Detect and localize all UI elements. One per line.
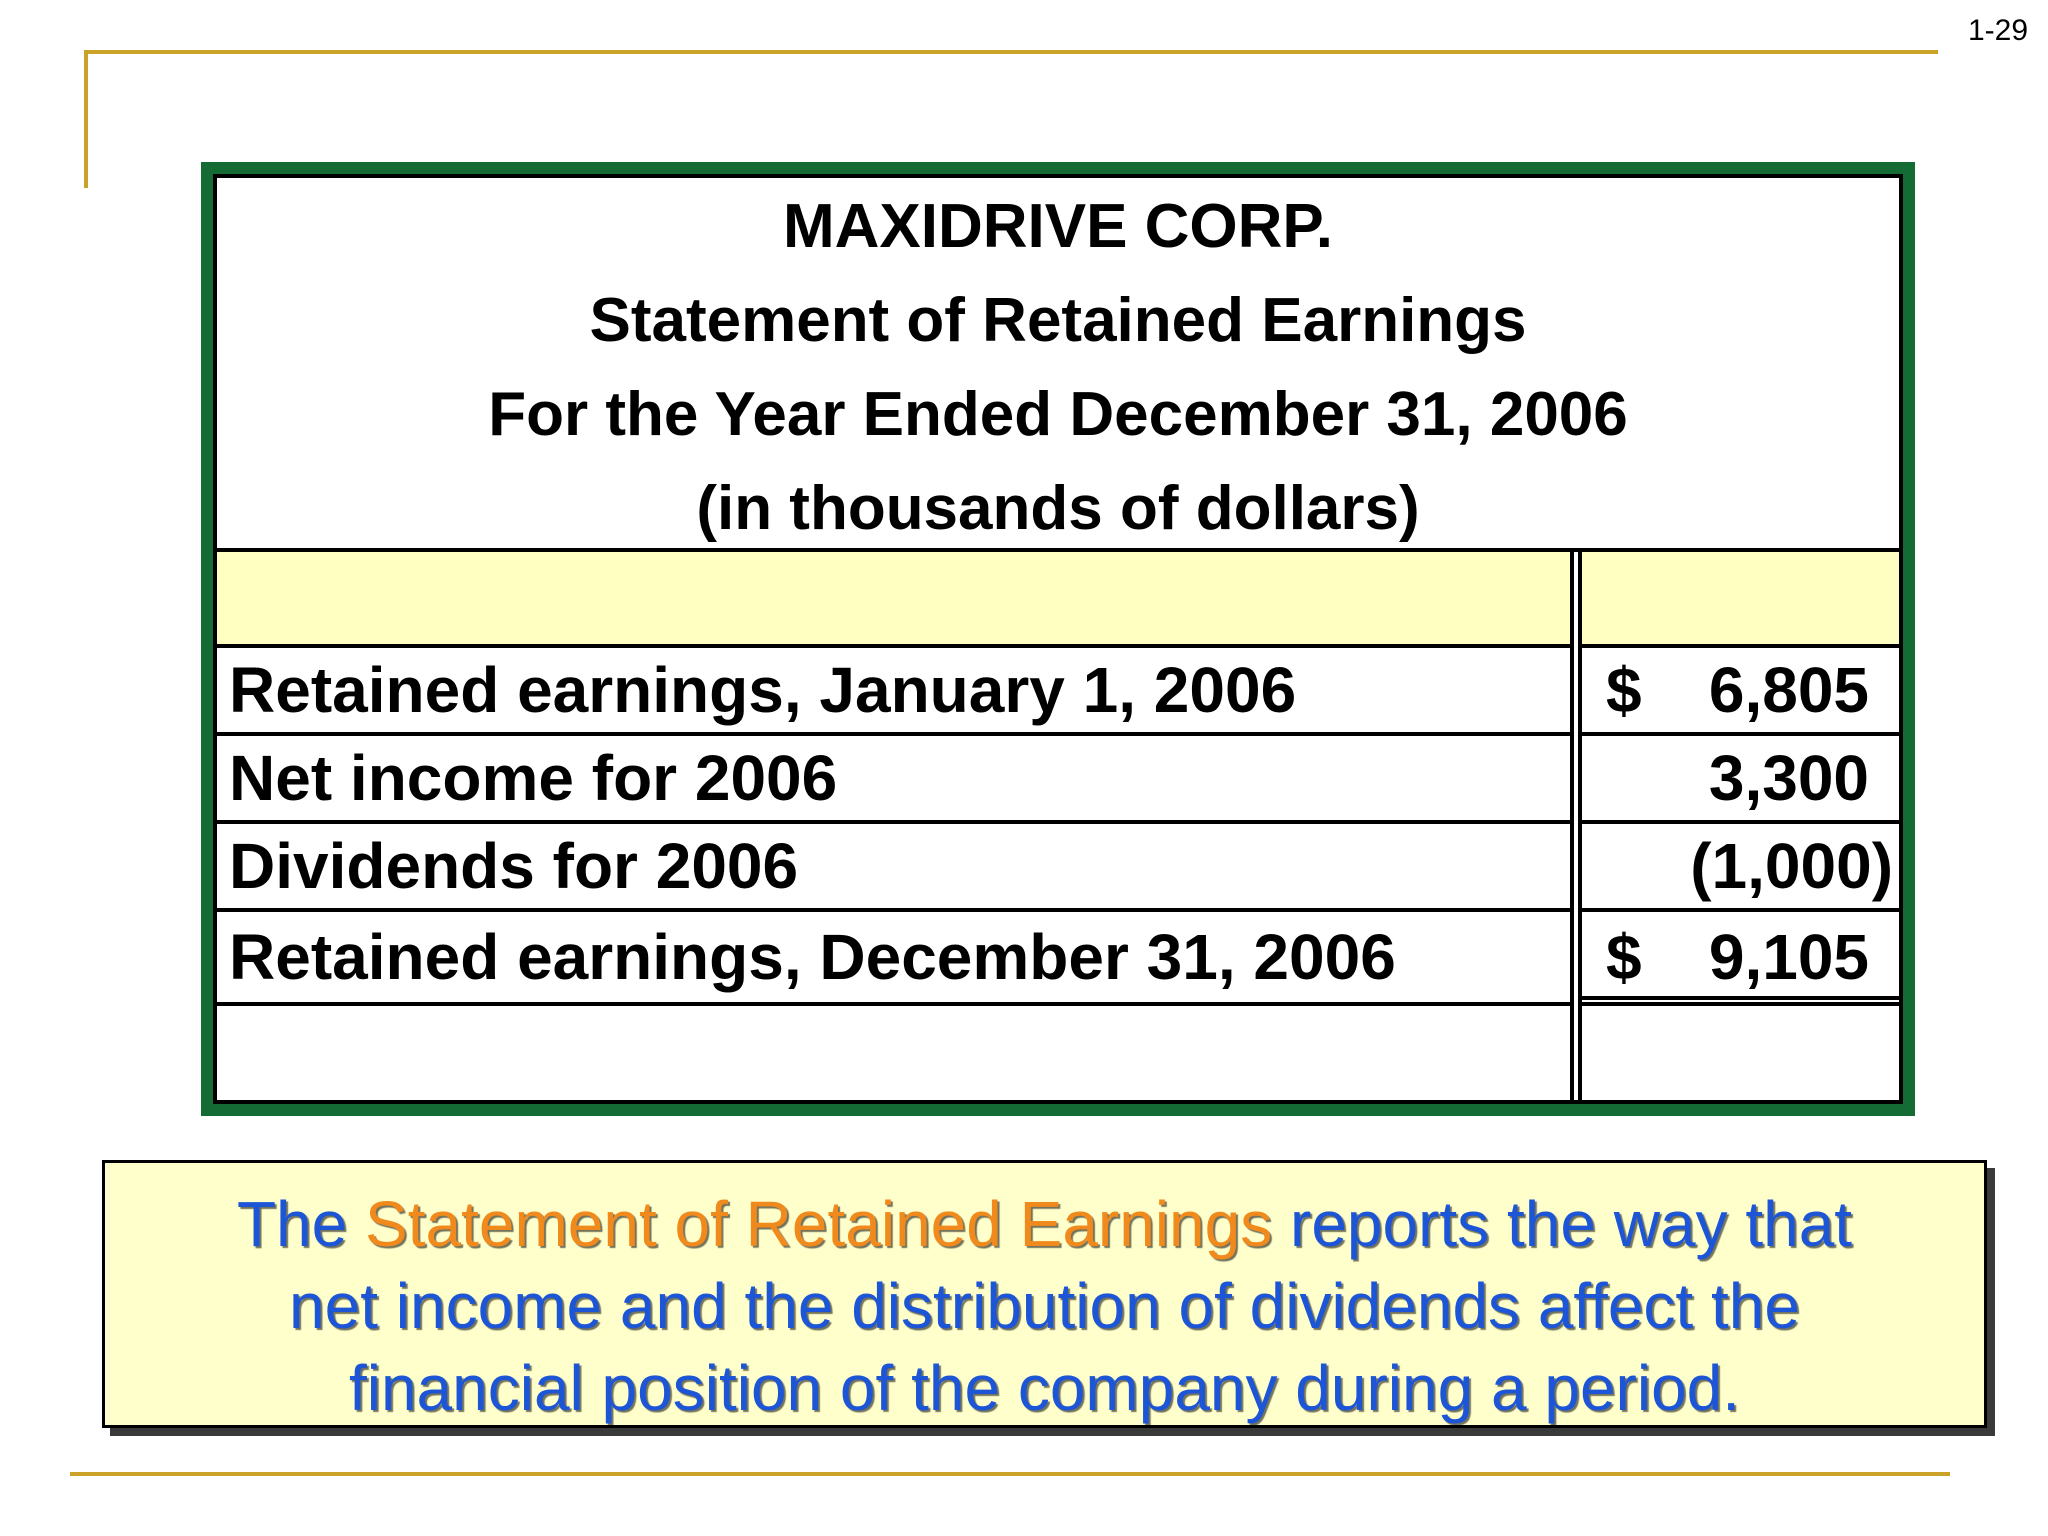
row-value xyxy=(1582,824,1899,908)
statement-frame xyxy=(201,162,1915,1116)
row-label: Retained earnings, January 1, 2006 xyxy=(229,654,1297,726)
row-value xyxy=(1582,736,1899,820)
statement-grid xyxy=(217,552,1899,1100)
row-label: Net income for 2006 xyxy=(229,742,838,814)
statement-title: Statement of Retained Earnings xyxy=(589,286,1527,355)
table-row xyxy=(217,824,1899,912)
top-accent-rule xyxy=(84,50,1938,54)
row-amount: 9,105 xyxy=(1708,921,1869,993)
column-divider xyxy=(1570,552,1582,1100)
callout-highlight-term: Statement of Retained Earnings xyxy=(365,1188,1273,1260)
row-value xyxy=(1582,912,1899,1002)
explanation-callout xyxy=(102,1160,1987,1428)
row-amount: 3,300 xyxy=(1708,742,1869,814)
header-label-cell xyxy=(217,552,1570,644)
statement-table xyxy=(213,174,1903,1104)
empty-label-cell xyxy=(217,1006,1570,1102)
statement-period: For the Year Ended December 31, 2006 xyxy=(488,380,1628,449)
statement-heading xyxy=(217,178,1899,552)
callout-line-3: financial position of the company during a period. xyxy=(348,1352,1741,1424)
statement-units: (in thousands of dollars) xyxy=(696,474,1420,543)
table-row xyxy=(217,912,1899,1006)
currency-symbol: $ xyxy=(1606,921,1642,993)
callout-line-2: net income and the distribution of dividends affect the xyxy=(289,1270,1800,1342)
slide-number: 1-29 xyxy=(1967,14,2028,47)
table-row xyxy=(217,648,1899,736)
table-row xyxy=(217,736,1899,824)
header-value-cell xyxy=(1582,552,1899,644)
row-value xyxy=(1582,648,1899,732)
header-row xyxy=(217,552,1899,648)
callout-text: reports the way that xyxy=(1272,1188,1853,1260)
row-label: Retained earnings, December 31, 2006 xyxy=(229,921,1396,993)
row-amount: (1,000) xyxy=(1690,830,1893,902)
row-amount: 6,805 xyxy=(1708,654,1869,726)
company-name: MAXIDRIVE CORP. xyxy=(782,192,1334,261)
currency-symbol: $ xyxy=(1606,654,1642,726)
callout-text: The xyxy=(236,1188,365,1260)
row-label: Dividends for 2006 xyxy=(229,830,799,902)
total-double-underline xyxy=(1582,996,1899,1000)
empty-value-cell xyxy=(1582,1006,1899,1102)
empty-row xyxy=(217,1006,1899,1102)
left-accent-rule xyxy=(84,50,88,188)
bottom-accent-rule xyxy=(70,1472,1950,1476)
callout-line-1 xyxy=(105,1183,1984,1265)
